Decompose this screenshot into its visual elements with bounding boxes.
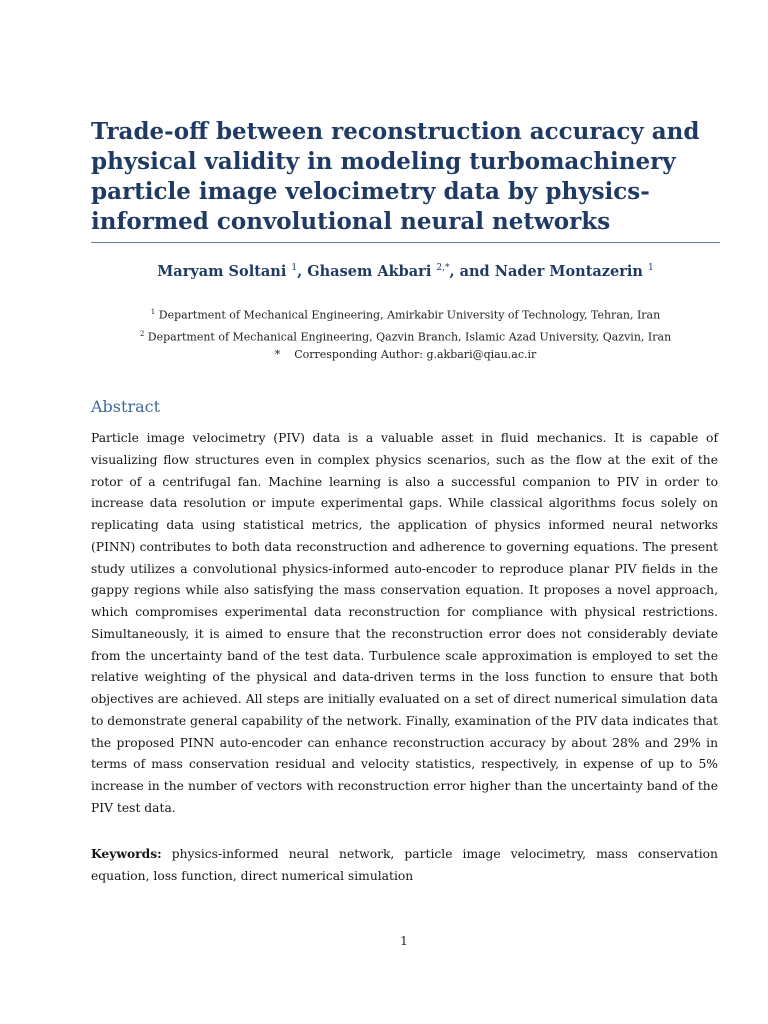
paper-title: Trade-off between reconstruction accuracy and physical validity in modeling turbomachinery particle image velocimetry data by physics-informed convolutional neural networks [91,118,700,235]
author: Nader Montazerin $^1$ [494,263,654,280]
author: Ghasem Akbari $^{2,*}$ [307,263,450,280]
abstract-text: Particle image velocimetry (PIV) data is a valuable asset in fluid mechanics. It is capable of visualizing flow structures even in complex physics scenarios, such as the flow at the exit of the rotor of a centrifugal fan. Machine learning is also a successful companion to PIV in order to increase data resolution or impute experimental gaps. While classical algorithms focus solely on replicating data using statistical metrics, the application of physics informed neural networks (PINN) contributes to both data reconstruction and adherence to governing equations. The present study utilizes a convolutional physics-informed auto-encoder to reproduce planar PIV fields in the gappy regions while also satisfying the mass conservation equation. It proposes a novel approach, which compromises experimental data reconstruction for compliance with physical restrictions. Simultaneously, it is aimed to ensure that the reconstruction error does not considerably deviate from the uncertainty band of the test data. Turbulence scale approximation is employed to set the relative weighting of the physical and data-driven terms in the loss function to ensure that both objectives are achieved. All steps are initially evaluated on a set of direct numerical simulation data to demonstrate general capability of the network. Finally, examination of the PIV data indicates that the proposed PINN auto-encoder can enhance reconstruction accuracy by about 28% and 29% in terms of mass conservation residual and velocity statistics, respectively, in expense of up to 5% increase in the number of vectors with reconstruction error higher than the uncertainty band of the PIV test data. [91,431,718,815]
title-divider [91,242,720,243]
page-number: 1 [400,934,408,948]
keywords-label: Keywords: [91,846,162,861]
author-list: Maryam Soltani $^1$, Ghasem Akbari $^{2,*}$, and Nader Montazerin $^1$ [157,263,654,280]
keywords-text: physics-informed neural network, particle image velocimetry, mass conservation equation, loss function, direct numerical simulation [91,847,718,883]
abstract-heading: Abstract [91,397,161,416]
affiliations [91,303,720,364]
author: Maryam Soltani $^1$ [157,263,298,280]
affiliation: $^1$ Department of Mechanical Engineering, Amirkabir University of Technology, Tehran, Iran [150,308,661,322]
affiliation: $^2$ Department of Mechanical Engineering, Qazvin Branch, Islamic Azad University, Qazvin, Iran [139,329,672,344]
keywords [91,843,718,888]
corresponding-author: * Corresponding Author: g.akbari@qiau.ac.ir [274,348,537,362]
